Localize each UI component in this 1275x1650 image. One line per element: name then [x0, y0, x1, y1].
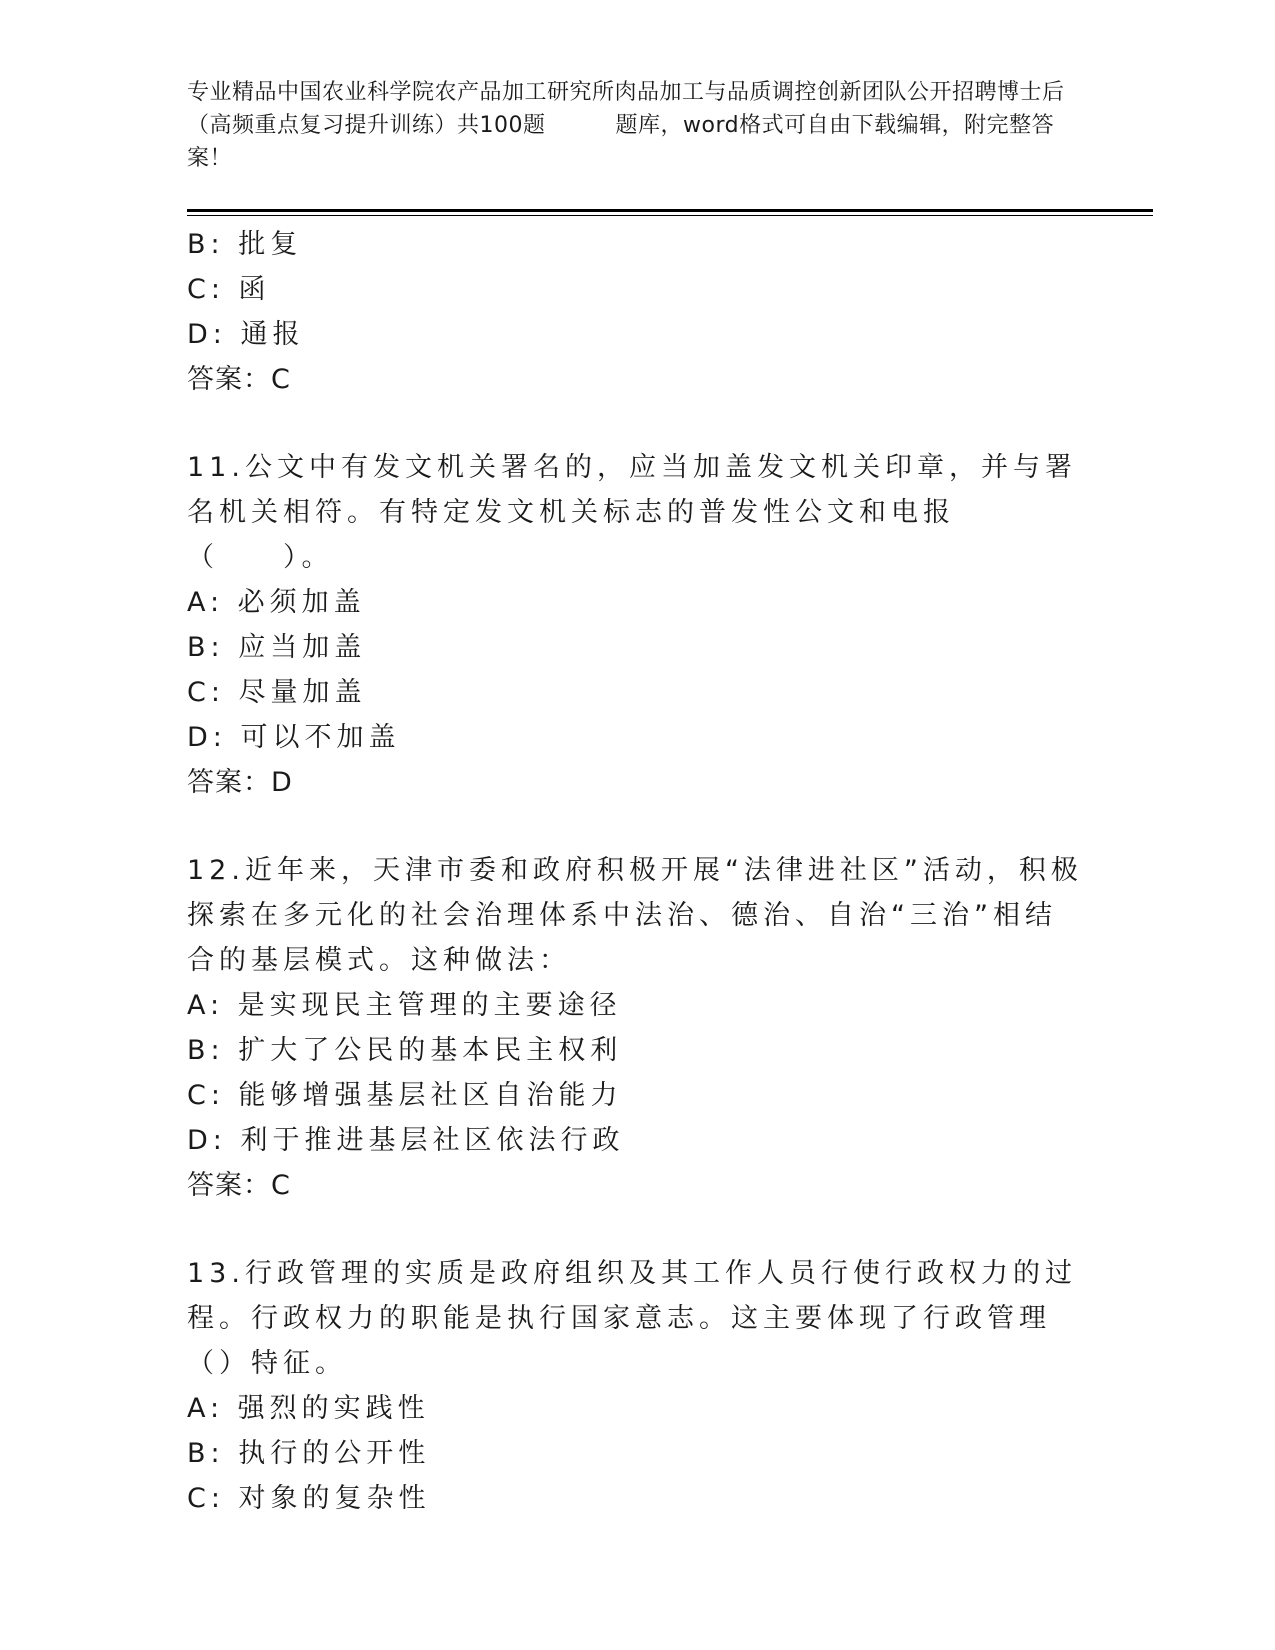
- option-b: B: 应当加盖: [187, 632, 367, 663]
- answer: 答案：C: [187, 1170, 291, 1201]
- header-subtitle: 题库，word格式可自由下载编辑，附完整答案！: [187, 113, 1055, 171]
- question-stem: 13.行政管理的实质是政府组织及其工作人员行使行政权力的过程。行政权力的职能是执行国家意志。这主要体现了行政管理（）特征。: [187, 1258, 1077, 1379]
- question-10: [187, 222, 1087, 402]
- option-a: A: 必须加盖: [187, 587, 366, 618]
- answer: 答案：C: [187, 364, 291, 395]
- option-a: A: 强烈的实践性: [187, 1393, 430, 1424]
- header-divider-thick: [187, 209, 1153, 212]
- option-c: C: 尽量加盖: [187, 677, 367, 708]
- option-b: B: 批复: [187, 229, 303, 260]
- question-list: [187, 222, 1087, 1521]
- option-b: B: 扩大了公民的基本民主权利: [187, 1035, 623, 1066]
- option-a: A: 是实现民主管理的主要途径: [187, 990, 622, 1021]
- option-c: C: 能够增强基层社区自治能力: [187, 1080, 623, 1111]
- option-c: C: 函: [187, 274, 271, 305]
- header-divider-thin: [187, 215, 1153, 216]
- question-stem: 12.近年来，天津市委和政府积极开展“法律进社区”活动，积极探索在多元化的社会治理体系中法治、德治、自治“三治”相结合的基层模式。这种做法：: [187, 855, 1083, 976]
- question-12: [187, 848, 1087, 1208]
- option-d: D: 通报: [187, 319, 305, 350]
- document-header: [187, 76, 1087, 175]
- option-b: B: 执行的公开性: [187, 1438, 431, 1469]
- answer: 答案：D: [187, 767, 293, 798]
- option-d: D: 利于推进基层社区依法行政: [187, 1125, 625, 1156]
- question-stem: 11.公文中有发文机关署名的，应当加盖发文机关印章，并与署名机关相符。有特定发文机关标志的普发性公文和电报（ ）。: [187, 452, 1077, 573]
- question-13: [187, 1251, 1087, 1521]
- header-title: 专业精品中国农业科学院农产品加工研究所肉品加工与品质调控创新团队公开招聘博士后（高频重点复习提升训练）共100题: [187, 80, 1065, 138]
- option-c: C: 对象的复杂性: [187, 1483, 431, 1514]
- question-11: [187, 445, 1087, 805]
- option-d: D: 可以不加盖: [187, 722, 401, 753]
